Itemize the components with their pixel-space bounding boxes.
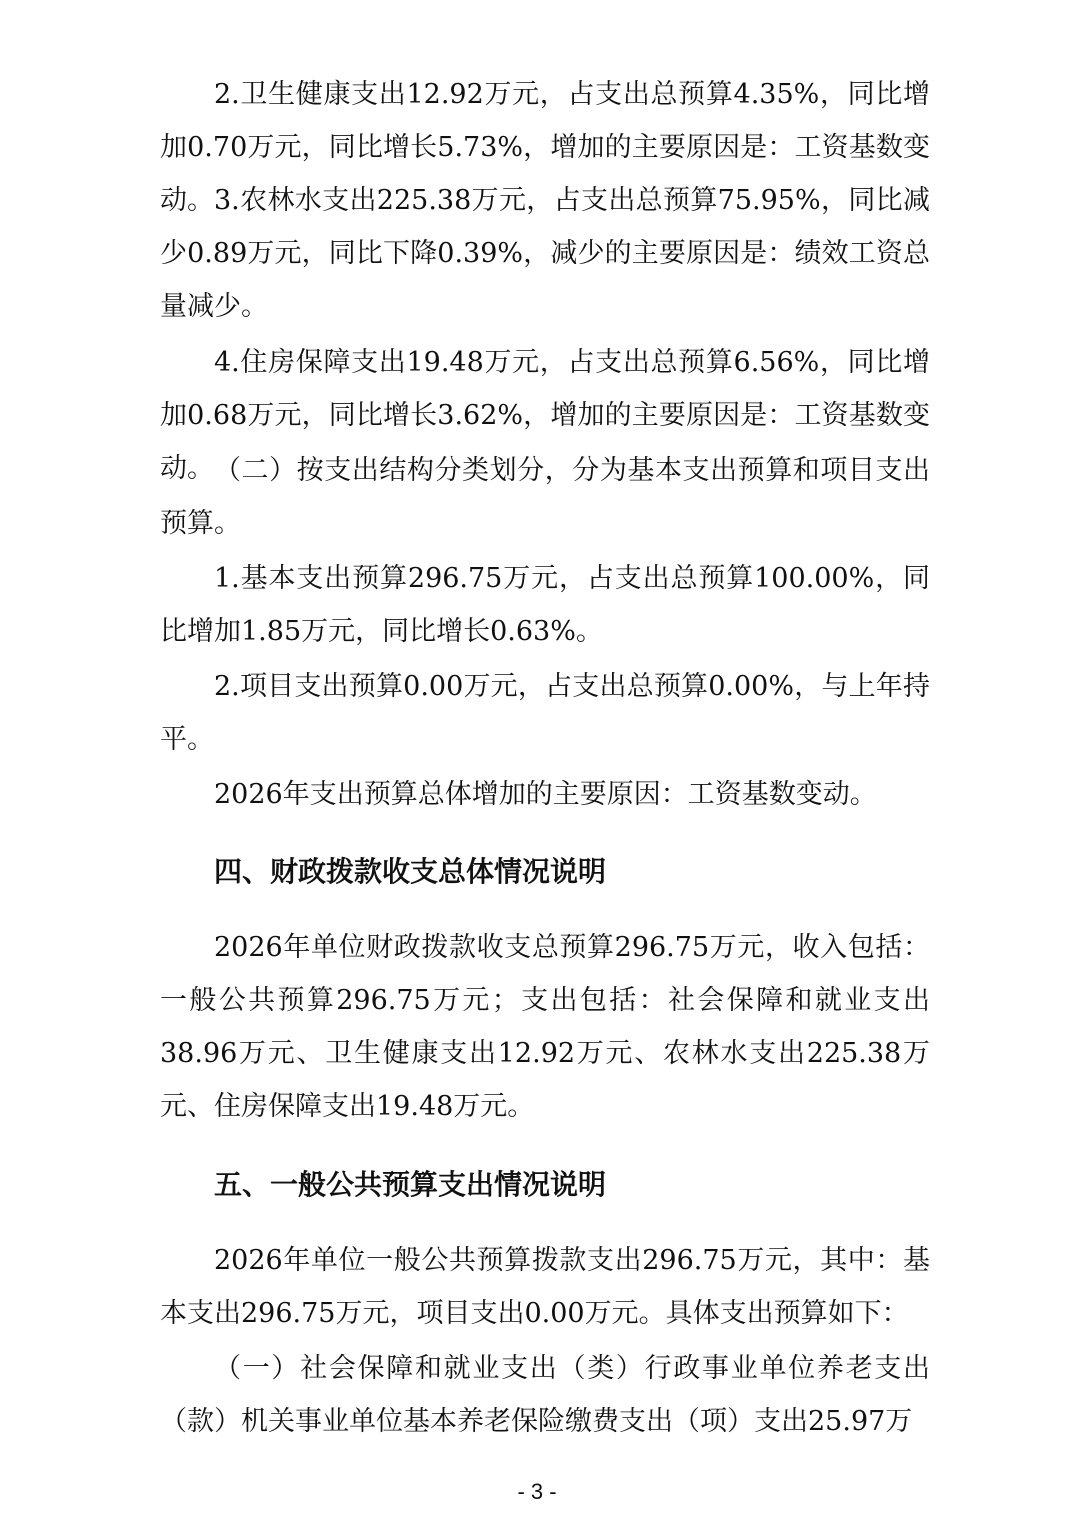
paragraph-project-expenditure: 2.项目支出预算0.00万元，占支出总预算0.00%，与上年持平。 <box>160 671 930 755</box>
section-five-item-one: （一）社会保障和就业支出（类）行政事业单位养老支出（款）机关事业单位基本养老保险缴费支出（项）支出25.97万 <box>160 1353 930 1437</box>
section-five-heading: 五、一般公共预算支出情况说明 <box>214 1168 607 1201</box>
paragraph-agriculture-expenditure: 3.农林水支出225.38万元，占支出总预算75.95%，同比减少0.89万元，同比下降0.39%，减少的主要原因是：绩效工资总量减少。 <box>160 185 930 322</box>
paragraph-increase-reason: 2026年支出预算总体增加的主要原因：工资基数变动。 <box>214 779 877 810</box>
paragraph-housing-expenditure: 4.住房保障支出19.48万元，占支出总预算6.56%，同比增加0.68万元，同比增长3.62%，增加的主要原因是：工资基数变动。 <box>160 347 930 484</box>
paragraph-structure-classification: （二）按支出结构分类划分，分为基本支出预算和项目支出预算。 <box>160 455 930 539</box>
paragraph-health-expenditure: 2.卫生健康支出12.92万元，占支出总预算4.35%，同比增加0.70万元，同比增长5.73%，增加的主要原因是：工资基数变动。 <box>160 79 930 216</box>
paragraph-basic-expenditure: 1.基本支出预算296.75万元，占支出总预算100.00%，同比增加1.85万元，同比增长0.63%。 <box>160 563 930 647</box>
section-five-body: 2026年单位一般公共预算拨款支出296.75万元，其中：基本支出296.75万元，项目支出0.00万元。具体支出预算如下： <box>160 1245 930 1329</box>
page-number: - 3 - <box>517 1479 557 1504</box>
section-four-body: 2026年单位财政拨款收支总预算296.75万元，收入包括：一般公共预算296.75万元；支出包括：社会保障和就业支出38.96万元、卫生健康支出12.92万元、农林水支出225.38万元、住房保障支出19.48万元。 <box>160 932 930 1122</box>
section-four-heading: 四、财政拨款收支总体情况说明 <box>214 855 607 888</box>
